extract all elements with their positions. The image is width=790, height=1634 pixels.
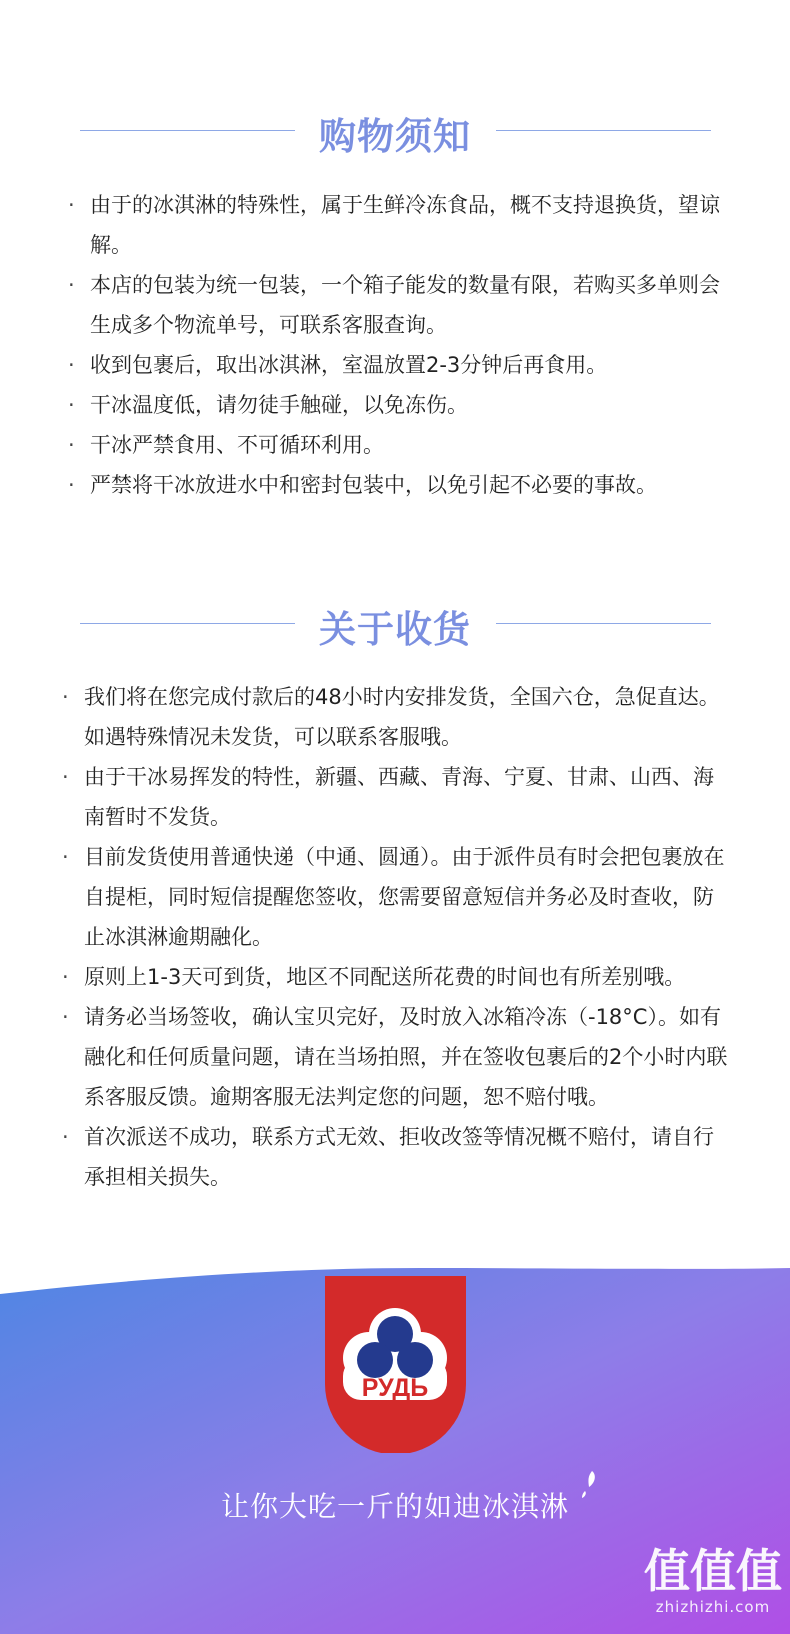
list-item: · 由于的冰淇淋的特殊性，属于生鲜冷冻食品，概不支持退换货，望谅解。 bbox=[68, 185, 728, 265]
bullet: · bbox=[62, 965, 69, 989]
section-shopping-notice-header bbox=[0, 100, 790, 160]
list-item: · 首次派送不成功，联系方式无效、拒收改签等情况概不赔付，请自行承担相关损失。 bbox=[62, 1117, 732, 1197]
list-item: · 干冰严禁食用、不可循环利用。 bbox=[68, 425, 728, 465]
list-item: · 严禁将干冰放进水中和密封包装中，以免引起不必要的事故。 bbox=[68, 465, 728, 505]
bullet: · bbox=[68, 353, 75, 377]
list-item: · 干冰温度低，请勿徒手触碰，以免冻伤。 bbox=[68, 385, 728, 425]
bullet: · bbox=[68, 473, 75, 497]
bullet: · bbox=[68, 393, 75, 417]
brand-footer-banner bbox=[0, 1260, 790, 1634]
brand-logo bbox=[325, 1276, 466, 1453]
bullet: · bbox=[62, 685, 69, 709]
bullet: · bbox=[68, 433, 75, 457]
watermark-main-text: 值值值 bbox=[644, 1544, 782, 1598]
bullet: · bbox=[62, 1125, 69, 1149]
shopping-notice-list bbox=[68, 185, 728, 505]
bullet: · bbox=[62, 845, 69, 869]
list-item: · 本店的包装为统一包装，一个箱子能发的数量有限，若购买多单则会生成多个物流单号，可联系客服查询。 bbox=[68, 265, 728, 345]
droplet-icon bbox=[579, 1469, 599, 1501]
watermark-site-text: zhizhizhi.com bbox=[655, 1598, 771, 1616]
delivery-notice-list bbox=[62, 677, 732, 1197]
list-item: · 由于干冰易挥发的特性，新疆、西藏、青海、宁夏、甘肃、山西、海南暂时不发货。 bbox=[62, 757, 732, 837]
list-item: · 收到包裹后，取出冰淇淋，室温放置2-3分钟后再食用。 bbox=[68, 345, 728, 385]
bullet: · bbox=[68, 273, 75, 297]
watermark bbox=[644, 1544, 782, 1616]
brand-slogan: 让你大吃一斤的如迪冰淇淋 bbox=[220, 1490, 569, 1523]
list-item: · 我们将在您完成付款后的48小时内安排发货，全国六仓，急促直达。如遇特殊情况未发货，可以联系客服哦。 bbox=[62, 677, 732, 757]
list-item: · 请务必当场签收，确认宝贝完好，及时放入冰箱冷冻（-18°C）。如有融化和任何质量问题，请在当场拍照，并在签收包裹后的2个小时内联系客服反馈。逾期客服无法判定您的问题，恕不赔付哦。 bbox=[62, 997, 732, 1117]
bullet: · bbox=[62, 765, 69, 789]
section-title-shopping-notice: 购物须知 bbox=[319, 115, 471, 158]
divider-right bbox=[496, 623, 711, 624]
divider-right bbox=[496, 130, 711, 131]
section-title-delivery: 关于收货 bbox=[319, 608, 471, 651]
section-delivery-header bbox=[0, 593, 790, 653]
list-item: · 原则上1-3天可到货，地区不同配送所花费的时间也有所差别哦。 bbox=[62, 957, 732, 997]
list-item: · 目前发货使用普通快递（中通、圆通）。由于派件员有时会把包裹放在自提柜，同时短信提醒您签收，您需要留意短信并务必及时查收，防止冰淇淋逾期融化。 bbox=[62, 837, 732, 957]
bullet: · bbox=[62, 1005, 69, 1029]
brand-name: РУДЬ bbox=[361, 1374, 429, 1402]
bullet: · bbox=[68, 193, 75, 217]
